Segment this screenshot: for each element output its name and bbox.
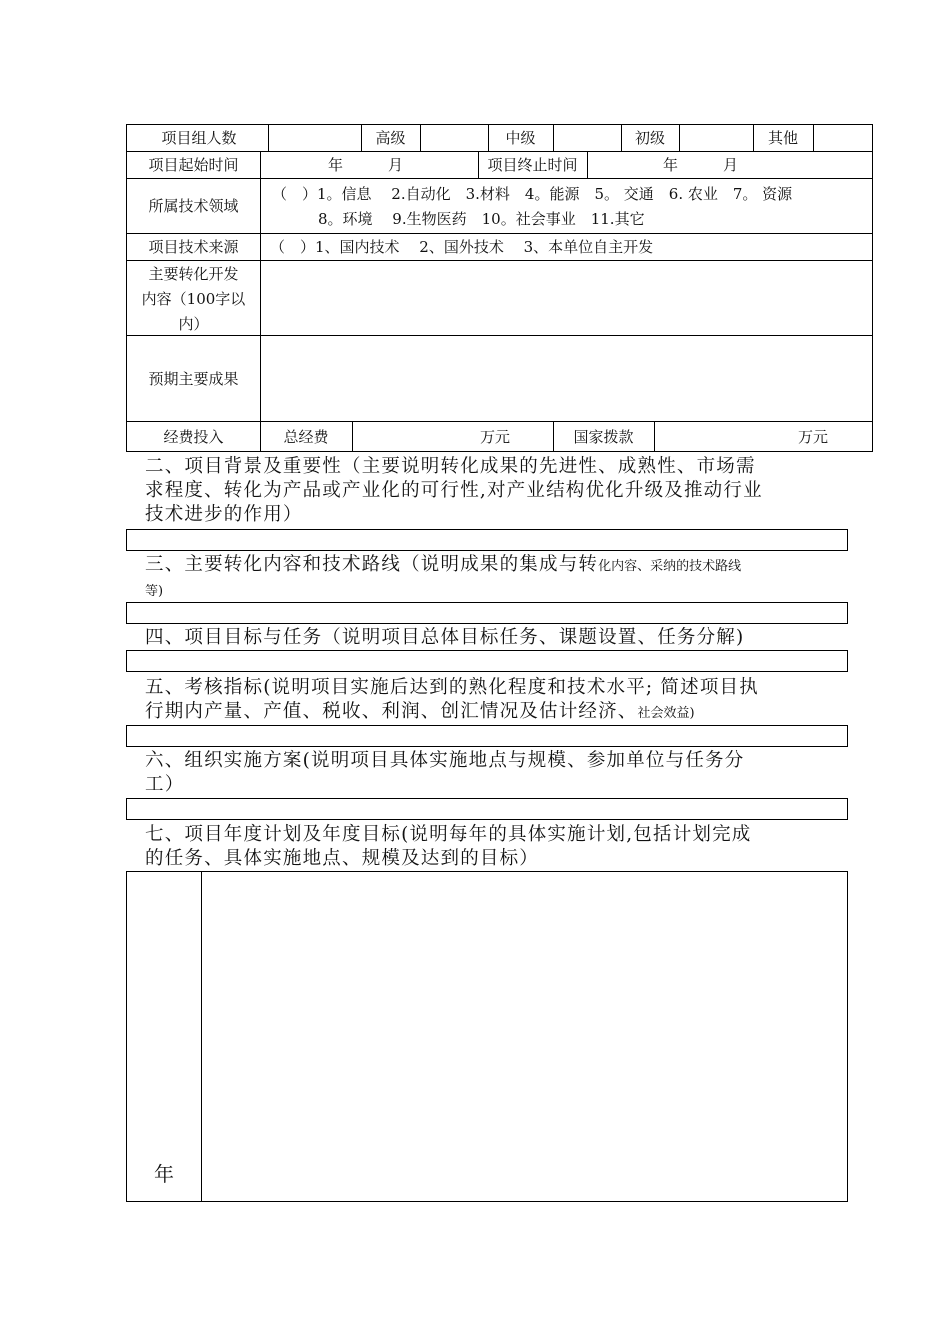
section-4-field[interactable] (126, 650, 848, 672)
section-3-field[interactable] (126, 602, 848, 624)
table-line (126, 260, 873, 261)
total-funding-unit: 万元 (480, 428, 511, 446)
section-5-heading-small: 社会效益) (637, 706, 695, 721)
section-4-heading-line1: 四、项目目标与任务（说明项目总体目标任务、课题设置、任务分解) (145, 627, 745, 648)
table-line (260, 151, 261, 452)
expected-results-field[interactable] (262, 337, 871, 420)
team-total-field[interactable] (270, 126, 360, 150)
state-funding-field[interactable] (656, 423, 794, 449)
middle-count-field[interactable] (555, 126, 620, 150)
funding-label: 经费投入 (163, 428, 224, 446)
table-line (679, 124, 680, 151)
year-label: 年 (154, 1162, 174, 1186)
state-funding-unit: 万元 (798, 428, 829, 446)
table-line (553, 124, 554, 151)
team-size-label: 项目组人数 (161, 129, 237, 147)
tech-source-options[interactable]: （ ）1、国内技术 2、国外技术 3、本单位自主开发 (270, 238, 654, 256)
table-line (268, 124, 269, 151)
start-time-label: 项目起始时间 (148, 156, 239, 174)
section-6-heading-line1: 六、组织实施方案(说明项目具体实施地点与规模、参加单位与任务分 (145, 750, 745, 771)
junior-label: 初级 (634, 129, 665, 147)
tech-field-label: 所属技术领域 (148, 197, 239, 215)
section-6-field[interactable] (126, 798, 848, 820)
tech-field-options-line1[interactable]: （ ）1。信息 2.自动化 3.材料 4。能源 5。 交通 6. 农业 7。 资源 (272, 185, 793, 203)
section-2-heading-line2: 求程度、转化为产品或产业化的可行性,对产业结构优化升级及推动行业 (145, 480, 763, 501)
section-6-heading-line2: 工） (145, 774, 185, 795)
section-5-heading-line2 (145, 700, 850, 726)
annual-plan-divider (201, 871, 202, 1202)
table-line (813, 124, 814, 151)
main-content-label-line2: 内容（100字以 (141, 290, 246, 308)
section-5-field[interactable] (126, 725, 848, 747)
expected-results-label: 预期主要成果 (148, 370, 239, 388)
end-time-label: 项目终止时间 (487, 156, 578, 174)
end-time-field[interactable]: 年 月 (663, 156, 739, 174)
tech-source-label: 项目技术来源 (148, 238, 239, 256)
section-2-heading-line3: 技术进步的作用） (145, 504, 303, 525)
section-5-heading-main: 行期内产量、产值、税收、利润、创汇情况及估计经济、 (145, 701, 638, 722)
table-line (420, 124, 421, 151)
senior-label: 高级 (375, 129, 406, 147)
main-content-label-line1: 主要转化开发 (148, 265, 239, 283)
table-line (872, 124, 873, 452)
junior-count-field[interactable] (681, 126, 752, 150)
senior-count-field[interactable] (422, 126, 487, 150)
section-3-heading-main: 三、主要转化内容和技术路线（说明成果的集成与转 (145, 554, 599, 575)
section-3-heading-small: 化内容、采纳的技术路线 (598, 559, 742, 574)
section-7-heading-line2: 的任务、具体实施地点、规模及达到的目标） (145, 848, 540, 869)
main-content-field[interactable] (262, 262, 871, 334)
section-7-heading-line1: 七、项目年度计划及年度目标(说明每年的具体实施计划,包括计划完成 (145, 824, 752, 845)
table-line (126, 151, 873, 152)
tech-field-options-line2[interactable]: 8。环境 9.生物医药 10。社会事业 11.其它 (318, 210, 645, 228)
middle-label: 中级 (505, 129, 536, 147)
state-funding-label: 国家拨款 (573, 428, 634, 446)
table-line (126, 178, 873, 179)
table-line (587, 151, 588, 178)
table-line (126, 451, 873, 452)
table-line (654, 421, 655, 452)
other-count-field[interactable] (815, 126, 871, 150)
section-5-heading-line1: 五、考核指标(说明项目实施后达到的熟化程度和技术水平; 简述项目执 (145, 677, 759, 698)
start-time-field[interactable]: 年 月 (328, 156, 404, 174)
section-3-heading-small-cont: 等) (145, 584, 164, 599)
table-line (352, 421, 353, 452)
table-line (126, 124, 873, 125)
total-funding-field[interactable] (354, 423, 474, 449)
table-line (126, 335, 873, 336)
annual-plan-field[interactable] (203, 873, 846, 1200)
section-3-heading-line1 (145, 553, 850, 579)
main-content-label-line3: 内） (178, 315, 209, 333)
section-2-heading-line1: 二、项目背景及重要性（主要说明转化成果的先进性、成熟性、市场需 (145, 456, 756, 477)
section-2-field[interactable] (126, 529, 848, 551)
table-line (126, 421, 873, 422)
other-label: 其他 (767, 129, 798, 147)
section-3-heading-line2 (145, 578, 850, 604)
total-funding-label: 总经费 (283, 428, 329, 446)
table-line (126, 233, 873, 234)
